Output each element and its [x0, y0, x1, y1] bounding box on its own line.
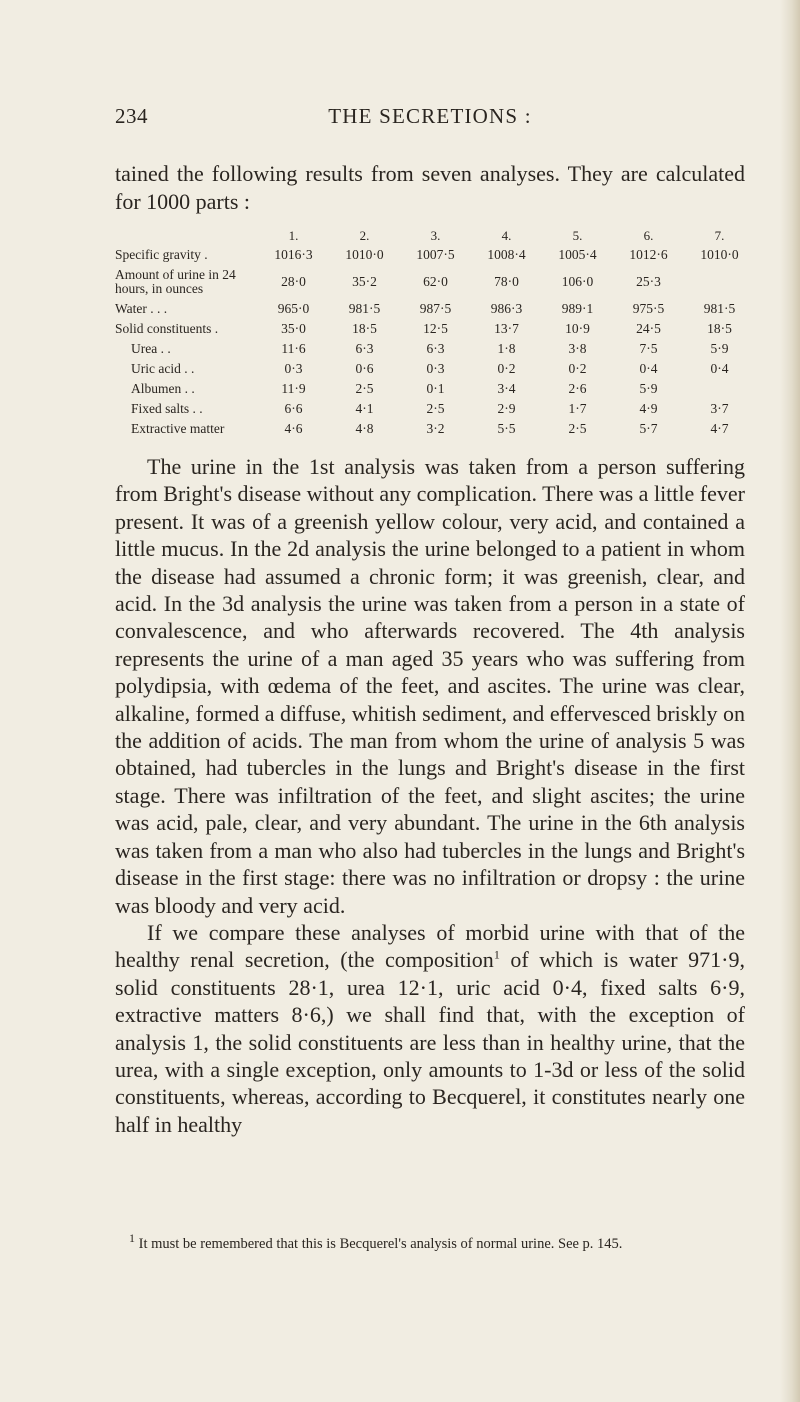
table-cell: 1010·0: [700, 247, 739, 262]
running-title: THE SECRETIONS :: [328, 104, 532, 128]
table-cell: 2·9: [497, 401, 516, 416]
table-row: [115, 399, 755, 419]
table-cell: 18·5: [352, 321, 377, 336]
table-cell: 106·0: [561, 274, 594, 289]
table-cell: 3·4: [497, 381, 516, 396]
row-label: Specific gravity .: [115, 247, 208, 262]
table-cell: 4·6: [284, 421, 303, 436]
row-label: Solid constituents .: [115, 321, 219, 336]
table-cell: 981·5: [703, 301, 736, 316]
table-cell: 0·2: [568, 361, 587, 376]
table-cell: 6·6: [284, 401, 303, 416]
row-label: Albumen . .: [131, 381, 195, 396]
footnote: [115, 1231, 755, 1253]
analysis-table-container: [115, 227, 755, 439]
table-cell: 5·7: [639, 421, 658, 436]
table-cell: 18·5: [707, 321, 732, 336]
table-cell: 0·4: [710, 361, 729, 376]
table-cell: 987·5: [419, 301, 452, 316]
table-row: [115, 319, 755, 339]
table-cell: 5·9: [710, 341, 729, 356]
table-cell: 3·2: [426, 421, 445, 436]
footnote-text: It must be remembered that this is Becquerel's analysis of normal urine. See p. 145.: [135, 1236, 623, 1252]
table-cell: 6·3: [426, 341, 445, 356]
table-cell: 1005·4: [558, 247, 597, 262]
table-cell: 1008·4: [487, 247, 526, 262]
column-header: 4.: [501, 228, 512, 243]
page-edge-shadow: [780, 0, 800, 1402]
table-cell: 0·4: [639, 361, 658, 376]
row-label: Water . . .: [115, 301, 168, 316]
footnote-marker: 1: [129, 1231, 135, 1246]
table-cell: 2·5: [426, 401, 445, 416]
table-row: [115, 265, 755, 299]
column-header: 7.: [714, 228, 725, 243]
table-cell: 35·2: [352, 274, 377, 289]
table-cell: 0·3: [284, 361, 303, 376]
table-cell: 0·6: [355, 361, 374, 376]
table-row: [115, 299, 755, 319]
table-cell: 11·9: [281, 381, 306, 396]
table-cell: 2·5: [355, 381, 374, 396]
table-cell: [684, 265, 755, 299]
table-cell: 62·0: [423, 274, 448, 289]
table-cell: 13·7: [494, 321, 519, 336]
row-label: Urea . .: [131, 341, 171, 356]
table-cell: 25·3: [636, 274, 661, 289]
table-cell: [684, 379, 755, 399]
row-label: Fixed salts . .: [131, 401, 203, 416]
table-cell: 2·6: [568, 381, 587, 396]
table-row: [115, 379, 755, 399]
table-row: [115, 419, 755, 439]
table-cell: 1·7: [568, 401, 587, 416]
row-label: Uric acid . .: [131, 361, 195, 376]
column-header-label: [115, 227, 258, 245]
table-cell: 5·9: [639, 381, 658, 396]
table-row: [115, 359, 755, 379]
table-cell: 986·3: [490, 301, 523, 316]
paragraph-text: of which is water 971·9, solid constituents 28·1, urea 12·1, uric acid 0·4, fixed salts 6·9, extractive matters 8·6,) we shall find that, with the exception of analysis 1, the solid constituents are less than in healthy urine, that the urea, with a single exception, only amounts to 1-3d or less of the solid constituents, whereas, according to Becquerel, it constitutes nearly one half in healthy: [115, 947, 746, 1137]
footnote-reference: 1: [493, 947, 500, 962]
table-cell: 4·9: [639, 401, 658, 416]
column-header: 2.: [359, 228, 370, 243]
paragraph-text: If we compare these analyses of morbid urine with that of the healthy renal secretion, (the composition: [115, 919, 745, 973]
table-cell: 975·5: [632, 301, 665, 316]
row-label: Amount of urine in 24 hours, in ounces: [115, 267, 236, 296]
column-header: 3.: [430, 228, 441, 243]
table-cell: 4·1: [355, 401, 374, 416]
analysis-table: [115, 227, 755, 439]
column-header: 1.: [288, 228, 299, 243]
table-cell: 1007·5: [416, 247, 455, 262]
table-cell: 10·9: [565, 321, 590, 336]
table-cell: 28·0: [281, 274, 306, 289]
table-cell: 78·0: [494, 274, 519, 289]
table-cell: 981·5: [348, 301, 381, 316]
table-cell: 35·0: [281, 321, 306, 336]
table-cell: 3·8: [568, 341, 587, 356]
table-cell: 1012·6: [629, 247, 668, 262]
table-cell: 24·5: [636, 321, 661, 336]
table-cell: 965·0: [277, 301, 310, 316]
table-cell: 1016·3: [274, 247, 313, 262]
body-text: [115, 453, 745, 1138]
table-cell: 12·5: [423, 321, 448, 336]
table-cell: 1·8: [497, 341, 516, 356]
table-cell: 2·5: [568, 421, 587, 436]
table-cell: 7·5: [639, 341, 658, 356]
page-number: 234: [115, 104, 148, 128]
table-row: [115, 339, 755, 359]
paragraph: The urine in the 1st analysis was taken from a person suffering from Bright's disease without any complication. There was a little fever present. It was of a greenish yellow colour, very acid, and contained a little mucus. In the 2d analysis the urine belonged to a patient in whom the disease had assumed a chronic form; it was greenish, clear, and acid. In the 3d analysis the urine was taken from a person in a state of convalescence, and who afterwards recovered. The 4th analysis represents the urine of a man aged 35 years who was suffering from polydipsia, with œdema of the feet, and ascites. The urine was clear, alkaline, formed a diffuse, whitish sediment, and effervesced briskly on the addition of acids. The man from whom the urine of analysis 5 was obtained, had tubercles in the lungs and Bright's disease in the first stage. There was infiltration of the feet, and slight ascites; the urine was acid, pale, clear, and very abundant. The urine in the 6th analysis was taken from a man who also had tubercles in the lungs and Bright's disease in the first stage: there was no infiltration or dropsy : the urine was bloody and very acid.: [115, 454, 745, 918]
column-header: 6.: [643, 228, 654, 243]
row-label: Extractive matter: [131, 421, 225, 436]
table-cell: 1010·0: [345, 247, 384, 262]
table-cell: 0·2: [497, 361, 516, 376]
table-header-row: [115, 227, 755, 245]
table-row: [115, 245, 755, 265]
table-cell: 11·6: [281, 341, 306, 356]
table-cell: 4·8: [355, 421, 374, 436]
paragraph: [115, 919, 745, 1138]
column-header: 5.: [572, 228, 583, 243]
table-cell: 989·1: [561, 301, 594, 316]
table-cell: 0·1: [426, 381, 445, 396]
table-cell: 5·5: [497, 421, 516, 436]
intro-paragraph: tained the following results from seven analyses. They are calculated for 1000 parts :: [115, 161, 745, 214]
table-cell: 4·7: [710, 421, 729, 436]
table-cell: 0·3: [426, 361, 445, 376]
table-cell: 6·3: [355, 341, 374, 356]
running-head: [115, 104, 745, 134]
table-cell: 3·7: [710, 401, 729, 416]
